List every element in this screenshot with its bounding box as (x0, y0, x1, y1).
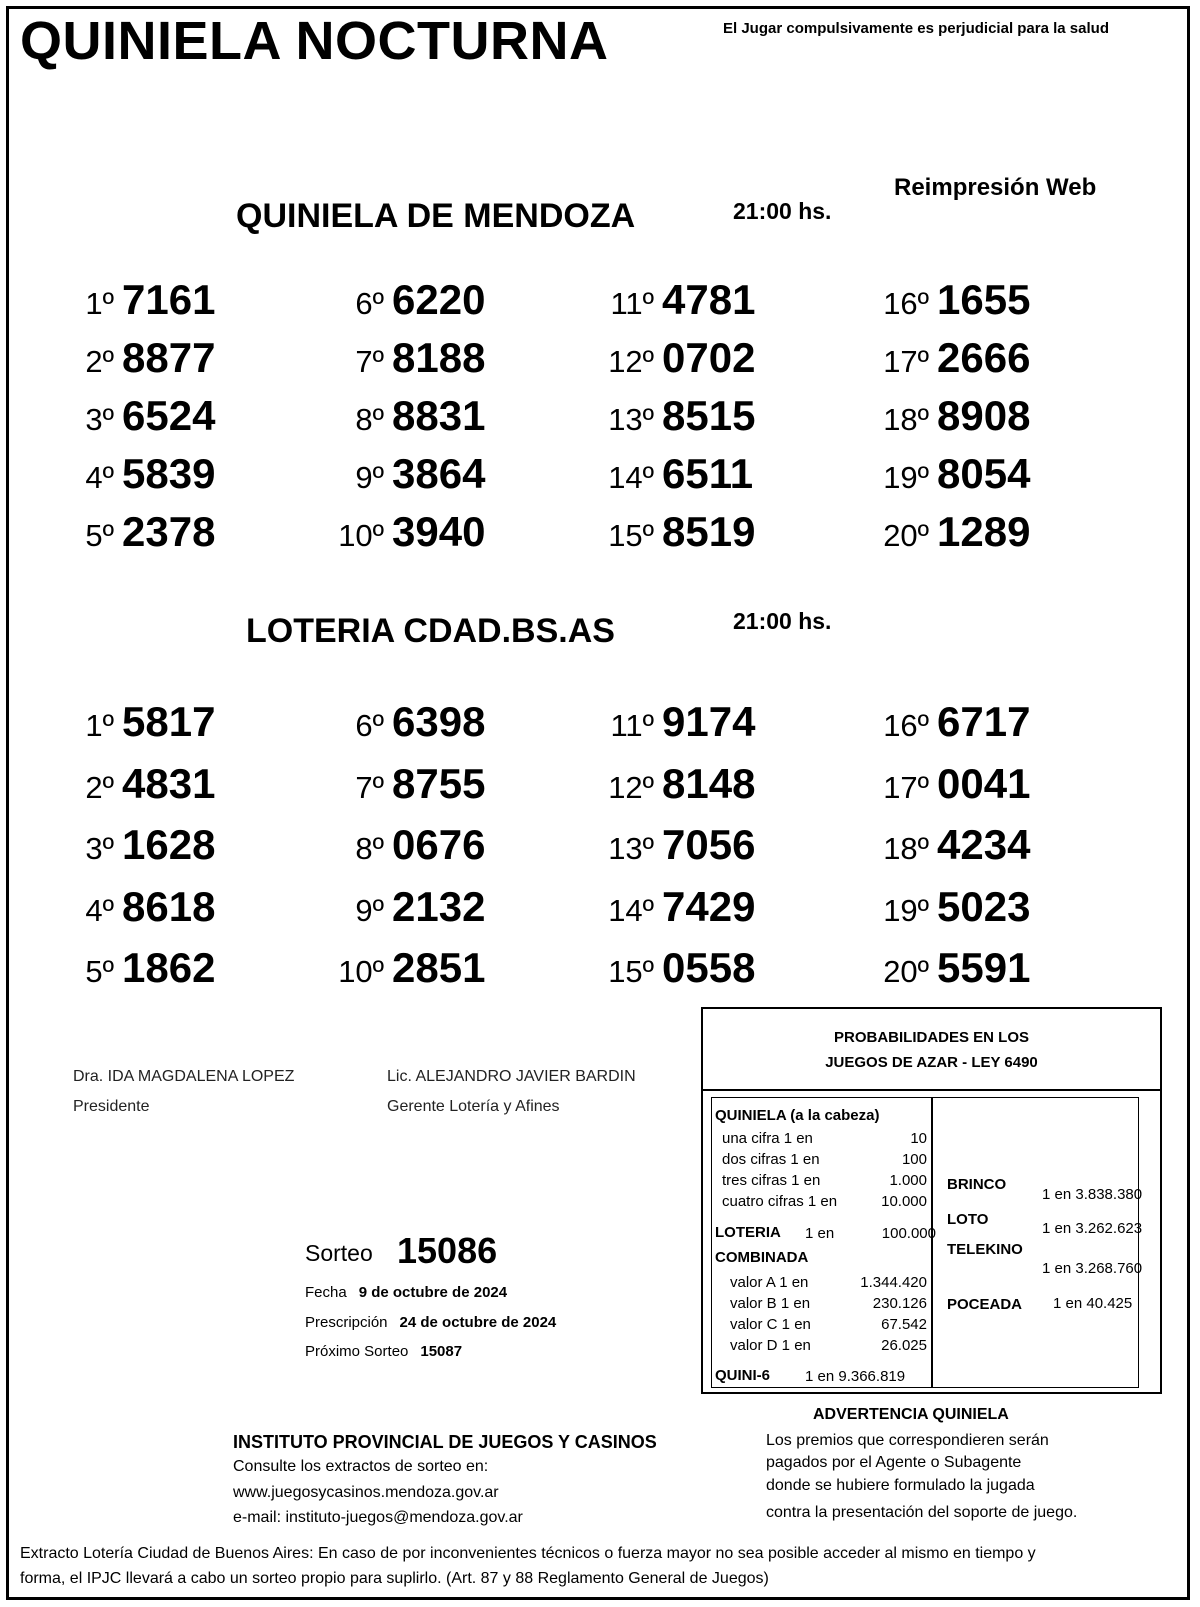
prob-row-label: valor A 1 en (730, 1274, 809, 1291)
result-position: 14º (608, 460, 654, 495)
results-grid-loteria (0, 698, 1200, 1008)
result-cell (855, 944, 1055, 992)
result-position: 3º (85, 402, 114, 437)
result-cell (40, 821, 240, 869)
result-cell (580, 450, 780, 498)
brinco-prob-value: 1 en 3.838.380 (1042, 1186, 1143, 1203)
result-position: 16º (883, 286, 929, 321)
telekino-prob-value: 1 en 3.268.760 (1042, 1260, 1143, 1277)
result-number: 0558 (662, 944, 756, 991)
result-position: 9º (355, 460, 384, 495)
prob-row-value: 1.000 (889, 1172, 927, 1189)
result-number: 7429 (662, 883, 756, 930)
result-number: 8877 (122, 334, 216, 381)
result-number: 1862 (122, 944, 216, 991)
quini6-prob-label: QUINI-6 (715, 1367, 771, 1384)
combinada-prob-title: COMBINADA (715, 1249, 809, 1266)
prob-row-value: 230.126 (872, 1295, 927, 1312)
loto-prob-value: 1 en 3.262.623 (1042, 1220, 1143, 1237)
result-cell (40, 450, 240, 498)
result-cell (310, 698, 510, 746)
fecha-label: Fecha (305, 1284, 347, 1301)
result-cell (580, 821, 780, 869)
result-number: 8908 (937, 392, 1031, 439)
result-cell (855, 334, 1055, 382)
proximo-row (305, 1343, 462, 1360)
advertencia-line: contra la presentación del soporte de juego. (766, 1504, 1078, 1521)
result-cell (40, 392, 240, 440)
result-number: 4781 (662, 276, 756, 323)
result-cell (40, 334, 240, 382)
result-position: 5º (85, 518, 114, 553)
result-cell (580, 760, 780, 808)
advertencia-line: Los premios que correspondieren serán (766, 1432, 1049, 1449)
result-position: 13º (608, 831, 654, 866)
result-position: 2º (85, 770, 114, 805)
footer-note-line1: Extracto Lotería Ciudad de Buenos Aires: En caso de por inconvenientes técnicos o fuerza mayor no sea posible acceder al mismo en tiempo y (20, 1545, 1036, 1562)
prob-row-label: una cifra 1 en (722, 1130, 813, 1147)
result-position: 11º (610, 286, 654, 321)
result-number: 2132 (392, 883, 486, 930)
result-cell (40, 944, 240, 992)
footer-note-line2: forma, el IPJC llevará a cabo un sorteo propio para suplirlo. (Art. 87 y 88 Reglamento General de Juegos) (20, 1570, 769, 1587)
result-cell (580, 944, 780, 992)
prob-row-label: dos cifras 1 en (722, 1151, 820, 1168)
prescripcion-row (305, 1314, 556, 1331)
prob-row-value: 100 (901, 1151, 927, 1168)
result-number: 9174 (662, 698, 756, 745)
result-number: 5817 (122, 698, 216, 745)
result-cell (310, 276, 510, 324)
poceada-prob-value: 1 en 40.425 (1053, 1295, 1133, 1312)
result-cell (855, 760, 1055, 808)
sorteo-label: Sorteo (305, 1240, 373, 1266)
loteria-prob-value: 100.000 (881, 1225, 936, 1242)
result-cell (310, 334, 510, 382)
signature-name-manager: Lic. ALEJANDRO JAVIER BARDIN (387, 1068, 636, 1085)
result-number: 0676 (392, 821, 486, 868)
signature-name-president: Dra. IDA MAGDALENA LOPEZ (73, 1068, 295, 1085)
result-position: 13º (608, 402, 654, 437)
result-cell (40, 508, 240, 556)
fecha-value: 9 de octubre de 2024 (358, 1284, 508, 1301)
result-position: 14º (608, 893, 654, 928)
result-number: 7056 (662, 821, 756, 868)
result-cell (310, 508, 510, 556)
result-position: 17º (883, 344, 929, 379)
loteria-prob-en: 1 en (805, 1225, 835, 1242)
result-cell (855, 508, 1055, 556)
advertencia-title: ADVERTENCIA QUINIELA (813, 1406, 1009, 1423)
result-number: 2666 (937, 334, 1031, 381)
result-cell (310, 760, 510, 808)
result-cell (855, 883, 1055, 931)
result-number: 2378 (122, 508, 216, 555)
result-number: 8519 (662, 508, 756, 555)
result-position: 7º (355, 770, 384, 805)
result-position: 12º (608, 344, 654, 379)
result-position: 18º (883, 402, 929, 437)
result-cell (310, 883, 510, 931)
result-number: 3940 (392, 508, 486, 555)
result-position: 6º (355, 286, 384, 321)
result-number: 8755 (392, 760, 486, 807)
result-cell (310, 450, 510, 498)
result-cell (855, 392, 1055, 440)
result-position: 5º (85, 954, 114, 989)
poceada-prob-label: POCEADA (947, 1296, 1023, 1313)
prob-row-label: valor D 1 en (730, 1337, 811, 1354)
result-position: 20º (883, 518, 929, 553)
result-number: 1628 (122, 821, 216, 868)
section-title-mendoza: QUINIELA DE MENDOZA (236, 197, 636, 235)
result-number: 7161 (122, 276, 216, 323)
result-number: 6398 (392, 698, 486, 745)
result-position: 9º (355, 893, 384, 928)
result-cell (580, 698, 780, 746)
result-position: 18º (883, 831, 929, 866)
result-number: 6220 (392, 276, 486, 323)
loto-prob-label: LOTO (947, 1211, 989, 1228)
result-number: 4234 (937, 821, 1031, 868)
section-title-loteria: LOTERIA CDAD.BS.AS (246, 612, 615, 650)
result-cell (580, 883, 780, 931)
advertencia-line: donde se hubiere formulado la jugada (766, 1477, 1035, 1494)
signature-role-manager: Gerente Lotería y Afines (387, 1098, 560, 1115)
telekino-prob-label: TELEKINO (947, 1241, 1023, 1258)
result-cell (855, 450, 1055, 498)
result-number: 8515 (662, 392, 756, 439)
result-number: 3864 (392, 450, 486, 497)
result-position: 7º (355, 344, 384, 379)
result-position: 19º (883, 893, 929, 928)
result-position: 11º (610, 708, 654, 743)
result-position: 3º (85, 831, 114, 866)
probabilities-header (703, 1009, 1160, 1091)
result-position: 4º (85, 893, 114, 928)
result-position: 1º (85, 708, 114, 743)
result-cell (855, 276, 1055, 324)
result-position: 10º (338, 518, 384, 553)
result-cell (40, 883, 240, 931)
result-position: 2º (85, 344, 114, 379)
result-number: 5591 (937, 944, 1031, 991)
prob-row-value: 67.542 (881, 1316, 927, 1333)
result-position: 4º (85, 460, 114, 495)
result-number: 5023 (937, 883, 1031, 930)
result-number: 8188 (392, 334, 486, 381)
section-time-mendoza: 21:00 hs. (733, 198, 832, 224)
result-position: 12º (608, 770, 654, 805)
prob-row-label: valor C 1 en (730, 1316, 811, 1333)
page-title: QUINIELA NOCTURNA (20, 11, 609, 71)
quiniela-prob-title: QUINIELA (a la cabeza) (715, 1107, 880, 1124)
prescripcion-label: Prescripción (305, 1314, 388, 1331)
loteria-prob-label: LOTERIA (715, 1224, 781, 1241)
result-position: 19º (883, 460, 929, 495)
prescripcion-value: 24 de octubre de 2024 (399, 1314, 557, 1331)
result-number: 6524 (122, 392, 216, 439)
result-number: 8148 (662, 760, 756, 807)
prob-row-value: 10 (910, 1130, 927, 1147)
result-cell (580, 334, 780, 382)
probabilities-title-line2: JUEGOS DE AZAR - LEY 6490 (825, 1054, 1038, 1071)
result-position: 8º (355, 831, 384, 866)
prob-row-label: tres cifras 1 en (722, 1172, 821, 1189)
institute-email-link[interactable]: e-mail: instituto-juegos@mendoza.gov.ar (233, 1509, 523, 1526)
result-cell (310, 821, 510, 869)
prob-row-label: valor B 1 en (730, 1295, 811, 1312)
quini6-prob-value: 1 en 9.366.819 (805, 1368, 906, 1385)
result-cell (40, 760, 240, 808)
result-number: 4831 (122, 760, 216, 807)
result-position: 8º (355, 402, 384, 437)
reprint-label: Reimpresión Web (894, 174, 1097, 201)
result-position: 15º (608, 954, 654, 989)
prob-row-value: 10.000 (881, 1193, 927, 1210)
section-time-loteria: 21:00 hs. (733, 608, 832, 634)
result-position: 10º (338, 954, 384, 989)
result-cell (40, 698, 240, 746)
result-position: 17º (883, 770, 929, 805)
result-position: 20º (883, 954, 929, 989)
probabilities-divider (931, 1097, 933, 1388)
brinco-prob-label: BRINCO (947, 1176, 1007, 1193)
result-number: 2851 (392, 944, 486, 991)
result-position: 1º (85, 286, 114, 321)
result-number: 0041 (937, 760, 1031, 807)
result-number: 6717 (937, 698, 1031, 745)
institute-consult-text: Consulte los extractos de sorteo en: (233, 1458, 489, 1475)
sorteo-number: 15086 (397, 1230, 498, 1271)
proximo-value: 15087 (420, 1343, 463, 1360)
prob-row-label: cuatro cifras 1 en (722, 1193, 838, 1210)
institute-website-link[interactable]: www.juegosycasinos.mendoza.gov.ar (233, 1484, 499, 1501)
result-cell (580, 276, 780, 324)
prob-row-value: 26.025 (881, 1337, 927, 1354)
result-number: 0702 (662, 334, 756, 381)
results-grid-mendoza (0, 276, 1200, 566)
result-position: 16º (883, 708, 929, 743)
advertencia-line: pagados por el Agente o Subagente (766, 1454, 1022, 1471)
result-cell (580, 392, 780, 440)
institute-title: INSTITUTO PROVINCIAL DE JUEGOS Y CASINOS (233, 1432, 657, 1452)
result-number: 1289 (937, 508, 1031, 555)
fecha-row (305, 1284, 507, 1301)
result-cell (310, 944, 510, 992)
result-position: 15º (608, 518, 654, 553)
result-cell (855, 698, 1055, 746)
result-cell (40, 276, 240, 324)
result-cell (310, 392, 510, 440)
signature-role-president: Presidente (73, 1098, 150, 1115)
probabilities-box (701, 1007, 1162, 1394)
result-number: 6511 (662, 450, 754, 497)
result-number: 8054 (937, 450, 1031, 497)
result-cell (580, 508, 780, 556)
health-warning: El Jugar compulsivamente es perjudicial para la salud (723, 20, 1109, 37)
result-number: 8831 (392, 392, 486, 439)
probabilities-title-line1: PROBABILIDADES EN LOS (833, 1029, 1029, 1046)
result-number: 8618 (122, 883, 216, 930)
result-number: 1655 (937, 276, 1031, 323)
result-cell (855, 821, 1055, 869)
result-number: 5839 (122, 450, 216, 497)
proximo-label: Próximo Sorteo (305, 1343, 409, 1360)
result-position: 6º (355, 708, 384, 743)
prob-row-value: 1.344.420 (860, 1274, 927, 1291)
